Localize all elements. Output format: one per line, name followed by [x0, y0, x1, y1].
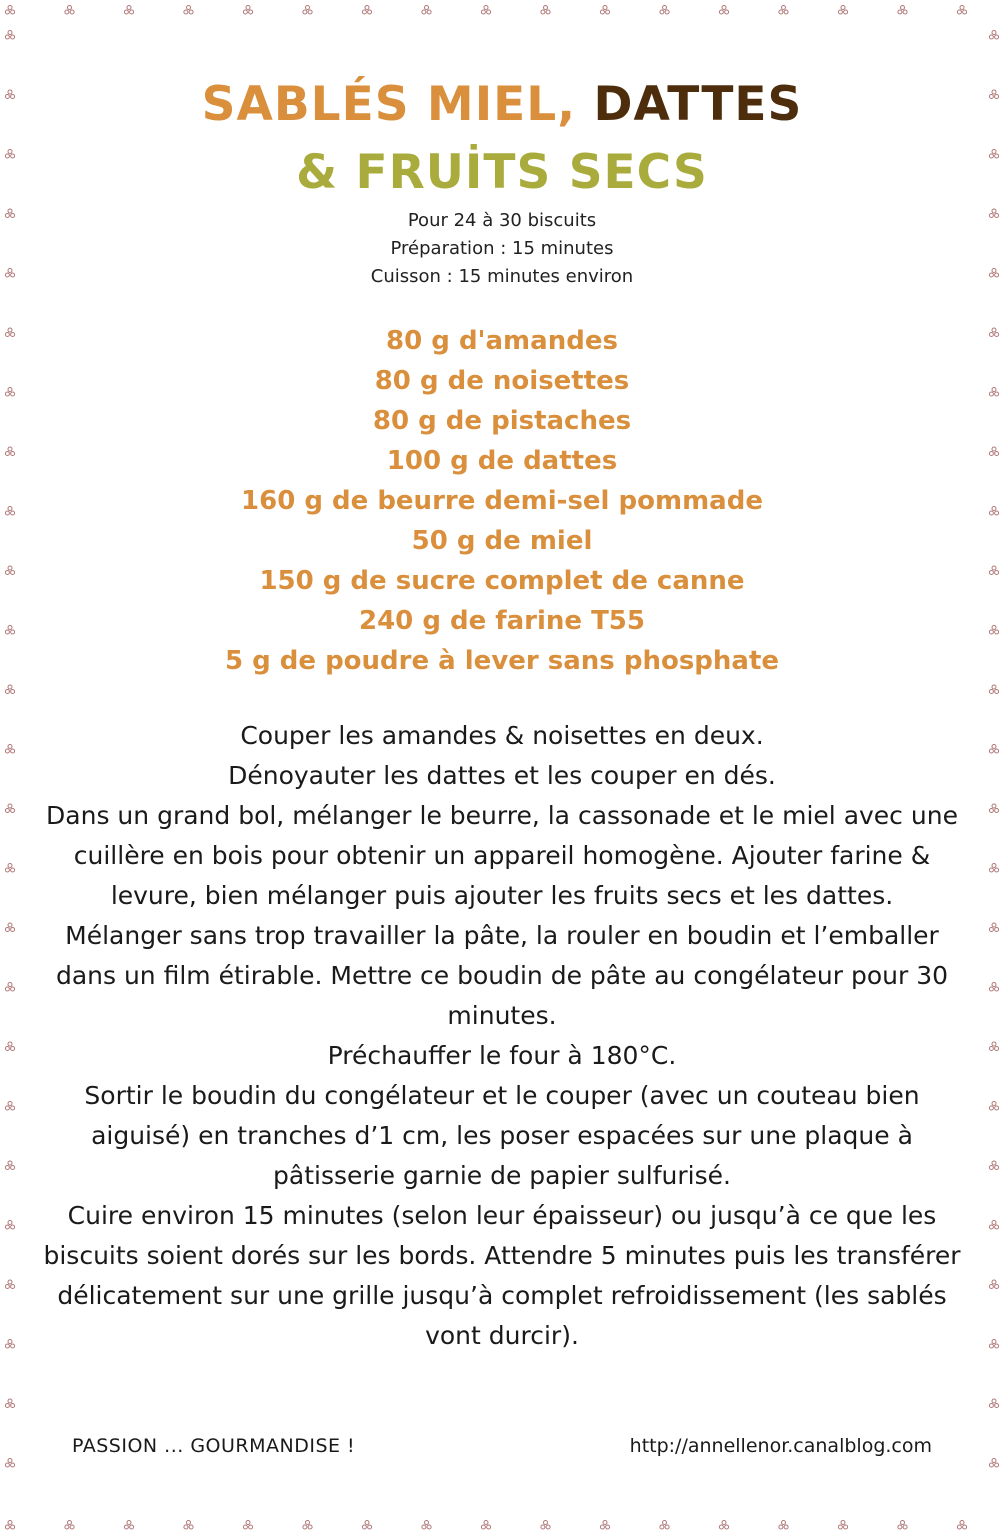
ingredient-item: 50 g de miel: [411, 526, 593, 556]
instruction-step: Dénoyauter les dattes et les couper en dés.: [228, 761, 776, 790]
footer-blog-url: http://annellenor.canalblog.com: [629, 1435, 932, 1457]
instruction-step: Préchauffer le four à 180°C.: [327, 1041, 677, 1070]
instruction-step: Cuire environ 15 minutes (selon leur épaisseur) ou jusqu’à ce que les biscuits soient dorés sur les bords. Attendre 5 minutes puis les transférer délicatement sur une grille jusqu’à complet refroidissement (les sablés vont durcir).: [43, 1201, 961, 1350]
ingredient-item: 160 g de beurre demi-sel pommade: [241, 486, 763, 516]
ingredient-item: 100 g de dattes: [386, 446, 618, 476]
title-dattes: DATTES: [593, 77, 803, 132]
preparation-time: Préparation : 15 minutes: [390, 238, 614, 259]
ingredient-item: 80 g de pistaches: [372, 406, 632, 436]
cooking-time: Cuisson : 15 minutes environ: [370, 266, 634, 287]
instruction-step: Dans un grand bol, mélanger le beurre, la cassonade et le miel avec une cuillère en bois pour obtenir un appareil homogène. Ajouter farine & levure, bien mélanger puis ajouter les fruits secs et les dattes.: [46, 801, 958, 910]
ingredient-item: 80 g de noisettes: [374, 366, 630, 396]
ingredient-item: 5 g de poudre à lever sans phosphate: [224, 646, 780, 676]
ingredient-item: 150 g de sucre complet de canne: [259, 566, 745, 596]
servings-text: Pour 24 à 30 biscuits: [407, 210, 597, 231]
title-sables-miel: SABLÉS MIEL,: [201, 77, 594, 132]
footer-tagline: PASSION ... GOURMANDISE !: [72, 1435, 356, 1457]
recipe-title-line-1: [0, 75, 1004, 135]
ingredient-item: 80 g d'amandes: [386, 326, 618, 356]
instruction-step: Sortir le boudin du congélateur et le couper (avec un couteau bien aiguisé) en tranches d’1 cm, les poser espacées sur une plaque à pâtisserie garnie de papier sulfurisé.: [84, 1081, 920, 1190]
ingredients-list: [0, 321, 1004, 681]
instruction-step: Mélanger sans trop travailler la pâte, la rouler en boudin et l’emballer dans un film étirable. Mettre ce boudin de pâte au congélateur pour 30 minutes.: [55, 921, 949, 1030]
instructions: [40, 716, 964, 1356]
recipe-title-line-2: & FRUİTS SECS: [296, 145, 708, 200]
recipe-meta: [0, 207, 1004, 291]
instruction-step: Couper les amandes & noisettes en deux.: [240, 721, 764, 750]
ingredient-item: 240 g de farine T55: [359, 606, 645, 636]
